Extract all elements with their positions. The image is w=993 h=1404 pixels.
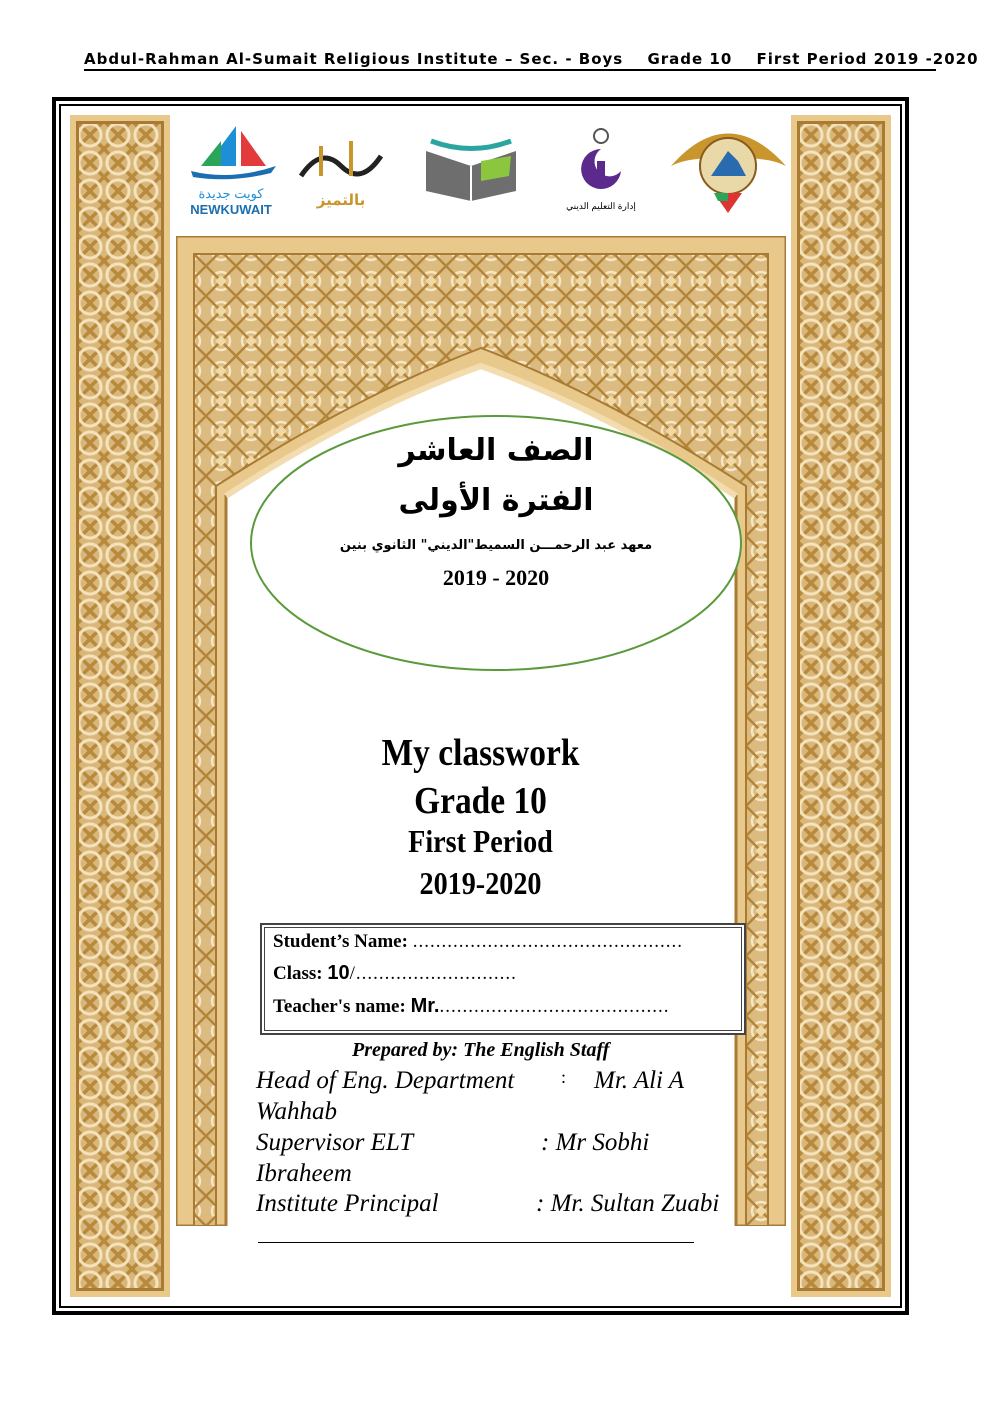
student-name-label: Student’s Name: — [273, 931, 408, 952]
arabic-year: 2019 - 2020 — [442, 565, 550, 590]
arabic-institute: معهد عبد الرحمـــن السميط"الديني" الثانوي بنين — [339, 538, 653, 553]
head-name-cont: Wahhab — [256, 1098, 338, 1125]
book-logo — [421, 136, 521, 206]
emblem-icon — [666, 121, 791, 216]
kuwait-emblem — [666, 121, 791, 216]
supervisor-name: : Mr Sobhi — [541, 1129, 650, 1156]
principal-name: : Mr. Sultan Zuabi — [536, 1190, 720, 1217]
new-kuwait-ar: كويت جديدة — [198, 186, 264, 201]
ship-icon — [181, 121, 281, 181]
header-grade: Grade 10 — [647, 50, 733, 68]
head-name: Mr. Ali A — [594, 1067, 685, 1094]
head-sep: : — [561, 1067, 567, 1087]
teacher-value: Mr. — [410, 995, 440, 1017]
new-kuwait-en: NEWKUWAIT — [190, 202, 272, 217]
title-year: 2019-2020 — [419, 865, 542, 901]
prepared-by: Prepared by: The English Staff — [352, 1039, 610, 1061]
class-label: Class: — [273, 963, 323, 984]
teacher-row — [273, 995, 669, 1018]
supervisor-role: Supervisor ELT — [256, 1129, 414, 1156]
class-field[interactable]: /............................ — [349, 963, 517, 984]
page-header — [84, 50, 979, 71]
supervisor-name-cont: Ibraheem — [256, 1160, 352, 1187]
signature-line — [258, 1242, 694, 1243]
left-ornament-pattern — [70, 115, 170, 1297]
new-kuwait-logo — [181, 121, 281, 221]
title-grade: Grade 10 — [414, 780, 547, 822]
excellence-logo — [291, 136, 391, 209]
religious-education-logo — [561, 121, 641, 216]
right-ornament-pattern — [791, 115, 891, 1297]
admin-ar: إدارة التعليم الديني — [566, 201, 636, 211]
head-role: Head of Eng. Department — [256, 1067, 515, 1094]
arabic-block — [248, 413, 744, 673]
student-name-field[interactable]: ............................................... — [412, 931, 683, 952]
arabic-grade: الصف العاشر — [398, 433, 594, 468]
title-classwork: My classwork — [381, 732, 580, 774]
logo-strip — [181, 121, 801, 221]
header-period: First Period 2019 -2020 — [756, 50, 979, 68]
header-institute: Abdul-Rahman Al-Sumait Religious Institute – Sec. - Boys — [84, 50, 624, 68]
class-value: 10 — [327, 962, 350, 984]
calligraphy-icon — [291, 136, 391, 186]
arabic-period: الفترة الأولى — [398, 483, 594, 518]
principal-role: Institute Principal — [256, 1190, 439, 1217]
student-info-box — [260, 923, 746, 1035]
title-period: First Period — [408, 823, 553, 859]
teacher-field[interactable]: ........................................ — [439, 996, 670, 1017]
student-name-row — [273, 931, 683, 953]
open-book-icon — [421, 136, 521, 206]
class-row — [273, 962, 517, 985]
excellence-ar: بالتميز — [316, 191, 366, 209]
decorative-frame — [52, 97, 909, 1315]
teacher-label: Teacher's name: — [273, 996, 406, 1017]
crescent-icon — [571, 121, 631, 196]
